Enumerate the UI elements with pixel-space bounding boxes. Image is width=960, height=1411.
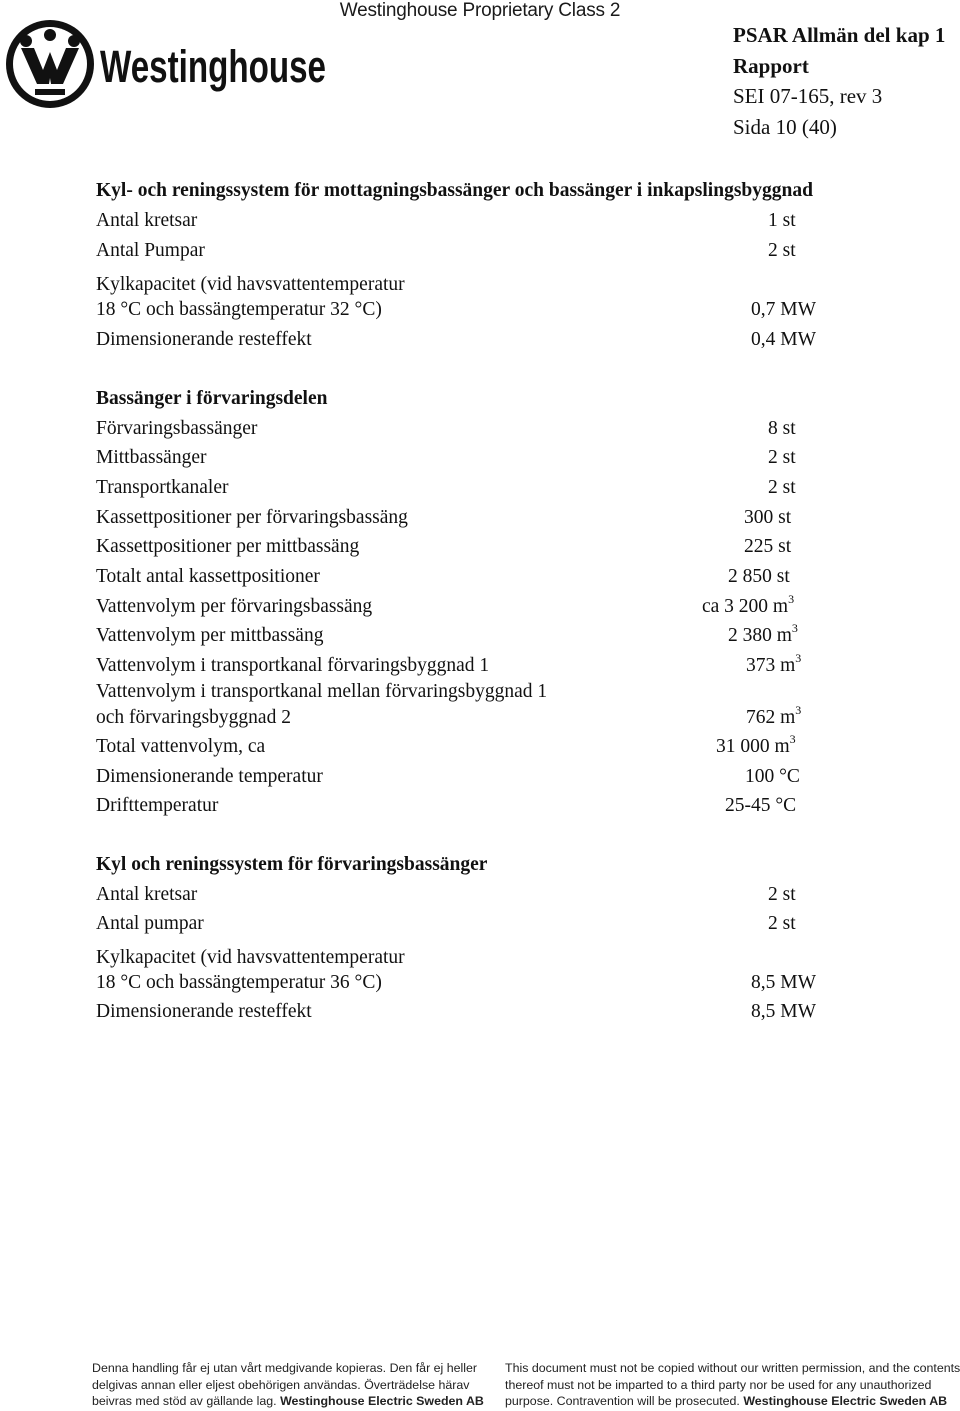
section-heading-storage-pools: Bassänger i förvaringsdelen: [96, 388, 328, 409]
report-type: Rapport: [733, 53, 809, 78]
spec-row: Dimensionerande resteffekt 0,4 MW: [96, 329, 816, 350]
section-heading-storage-cooling: Kyl och reningssystem för förvaringsbassänger: [96, 854, 488, 875]
spec-row: Total vattenvolym, ca 31 000 $m^3$: [96, 732, 796, 757]
spec-row: och förvaringsbyggnad 2 762 $m^3$: [96, 703, 802, 728]
report-header: [733, 20, 945, 142]
spec-row: Antal kretsar 2 st: [96, 884, 796, 905]
spec-row: Kylkapacitet (vid havsvattentemperatur: [96, 947, 405, 968]
report-number: SEI 07-165, rev 3: [733, 84, 883, 108]
spec-row: Mittbassänger 2 st: [96, 447, 796, 468]
report-title: PSAR Allmän del kap 1: [733, 23, 946, 47]
spec-row: 18 °C och bassängtemperatur 36 °C) 8,5 MW: [96, 972, 816, 993]
spec-row: Vattenvolym i transportkanal mellan förvaringsbyggnad 1: [96, 681, 548, 702]
spec-row: Dimensionerande resteffekt 8,5 MW: [96, 1001, 816, 1022]
spec-row: Antal kretsar 1 st: [96, 210, 796, 231]
spec-row: Vattenvolym i transportkanal förvaringsbyggnad 1 373 $m^3$: [96, 651, 802, 676]
spec-row: Vattenvolym per mittbassäng 2 380 $m^3$: [96, 621, 798, 646]
westinghouse-logo: [4, 18, 334, 110]
spec-row: Transportkanaler 2 st: [96, 477, 796, 498]
spec-row: Antal Pumpar 2 st: [96, 240, 796, 261]
spec-row: 18 °C och bassängtemperatur 32 °C) 0,7 MW: [96, 299, 816, 320]
footer-english: This document must not be copied without our written permission, and the contents thereof must not be imparted to a third party nor be used for any unauthorized purpose. Contravention will be prosecuted. Westinghouse Electric Sweden AB: [505, 1361, 960, 1408]
spec-row: Kassettpositioner per förvaringsbassäng 300 st: [96, 507, 792, 528]
spec-row: Dimensionerande temperatur 100 °C: [96, 766, 800, 787]
classification-label: Westinghouse Proprietary Class 2: [339, 0, 621, 21]
spec-row: Kylkapacitet (vid havsvattentemperatur: [96, 274, 405, 295]
spec-row: Totalt antal kassettpositioner 2 850 st: [96, 566, 790, 587]
svg-text:Westinghouse: Westinghouse: [100, 41, 326, 92]
section-heading-receiving-pools: Kyl- och reningssystem för mottagningsbassänger och bassänger i inkapslingsbyggnad: [96, 180, 813, 201]
spec-row: Vattenvolym per förvaringsbassäng ca 3 200 $m^3$: [96, 592, 795, 617]
spec-row: Drifttemperatur 25-45 °C: [96, 795, 797, 816]
page-number: Sida 10 (40): [733, 114, 837, 139]
spec-row: Antal pumpar 2 st: [96, 913, 796, 934]
spec-row: Förvaringsbassänger 8 st: [96, 418, 796, 439]
spec-row: Kassettpositioner per mittbassäng 225 st: [96, 536, 792, 557]
footer-swedish: Denna handling får ej utan vårt medgivande kopieras. Den får ej heller delgivas annan eller eljest obehörigen användas. Överträdelse härav beivras med stöd av gällande lag. Westinghouse Electric Sweden AB: [92, 1361, 484, 1408]
